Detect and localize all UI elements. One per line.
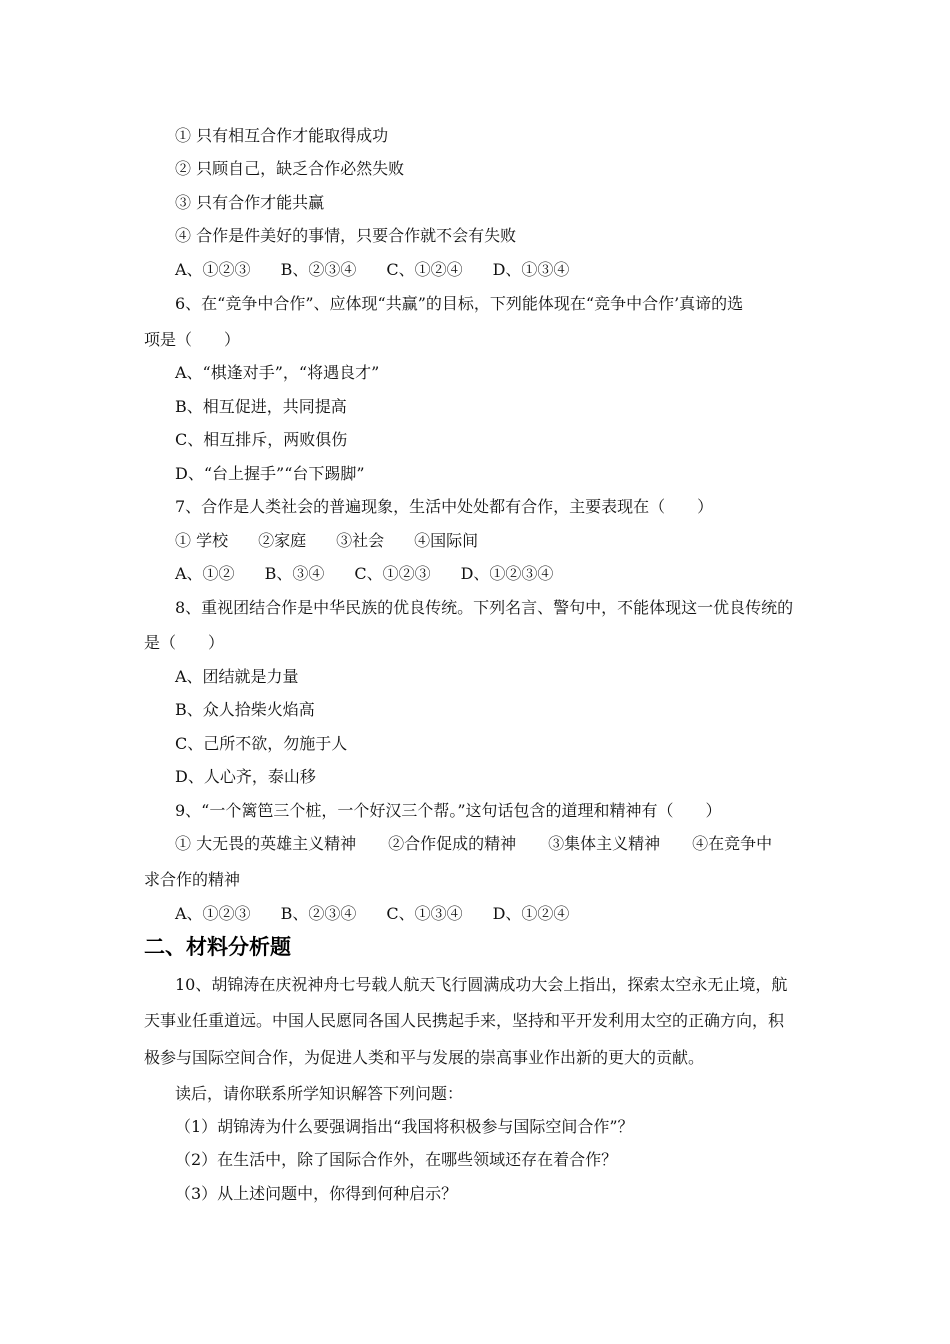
q10-subquestion-2: （2）在生活中，除了国际合作外，在哪些领域还存在着合作？ [175, 1150, 618, 1169]
q5-option-d: D、①③④ [492, 260, 570, 279]
q10-paragraph-line-2: 天事业任重道远。中国人民愿同各国人民携起手来，坚持和平开发利用太空的正确方向，积 [144, 1011, 785, 1030]
q5-statement-3: ③ 只有合作才能共赢 [175, 193, 325, 212]
q6-option-b: B、相互促进，共同提高 [175, 397, 347, 416]
q5-options [175, 260, 569, 280]
q7-options [175, 564, 553, 584]
q5-option-b: B、②③④ [280, 260, 357, 279]
q6-stem-line-1: 6、在“竞争中合作”、应体现“共赢”的目标，下列能体现在“竞争中合作’真谛的选 [175, 294, 744, 313]
q10-paragraph-line-3: 极参与国际空间合作，为促进人类和平与发展的崇高事业作出新的更大的贡献。 [144, 1048, 705, 1067]
q6-stem-line-2: 项是（ ） [144, 330, 241, 349]
q5-option-a: A、①②③ [175, 260, 251, 279]
q7-item-1: ① 学校 [175, 531, 229, 550]
section-heading: 二、材料分析题 [144, 935, 291, 959]
q10-subquestion-3: （3）从上述问题中，你得到何种启示？ [175, 1184, 458, 1203]
q5-statement-1: ① 只有相互合作才能取得成功 [175, 126, 389, 145]
q10-subquestion-1: （1）胡锦涛为什么要强调指出“我国将积极参与国际空间合作”？ [175, 1117, 634, 1136]
q7-items [175, 531, 478, 551]
q10-prompt: 读后，请你联系所学知识解答下列问题： [175, 1084, 464, 1103]
q8-stem-line-1: 8、重视团结合作是中华民族的优良传统。下列名言、警句中，不能体现这一优良传统的 [175, 598, 794, 617]
q9-option-a: A、①②③ [175, 904, 251, 923]
q9-option-b: B、②③④ [280, 904, 357, 923]
q7-stem: 7、合作是人类社会的普遍现象，生活中处处都有合作，主要表现在（ ） [175, 497, 714, 516]
q9-options [175, 904, 569, 924]
q7-item-3: ③社会 [336, 531, 385, 550]
q5-statement-4: ④ 合作是件美好的事情，只要合作就不会有失败 [175, 226, 517, 245]
q9-items-line-1: ① 大无畏的英雄主义精神 ②合作促成的精神 ③集体主义精神 ④在竞争中 [175, 834, 773, 853]
q7-option-d: D、①②③④ [460, 564, 554, 583]
q9-stem: 9、“一个篱笆三个桩，一个好汉三个帮。”这句话包含的道理和精神有（ ） [175, 801, 722, 820]
q9-items-line-2: 求合作的精神 [144, 870, 241, 889]
q6-option-a: A、“棋逢对手”，“将遇良才” [175, 363, 380, 382]
q8-option-a: A、团结就是力量 [175, 667, 299, 686]
q5-statement-2: ② 只顾自己，缺乏合作必然失败 [175, 159, 405, 178]
q8-option-d: D、人心齐，泰山移 [175, 767, 316, 786]
q7-item-2: ②家庭 [258, 531, 307, 550]
q8-option-c: C、己所不欲，勿施于人 [175, 734, 348, 753]
q7-item-4: ④国际间 [414, 531, 479, 550]
q7-option-c: C、①②③ [354, 564, 431, 583]
q5-option-c: C、①②④ [386, 260, 463, 279]
q9-option-c: C、①③④ [386, 904, 463, 923]
q8-stem-line-2: 是（ ） [144, 633, 225, 652]
q7-option-b: B、③④ [264, 564, 325, 583]
q9-option-d: D、①②④ [492, 904, 570, 923]
q8-option-b: B、众人拾柴火焰高 [175, 700, 315, 719]
q10-paragraph-line-1: 10、胡锦涛在庆祝神舟七号载人航天飞行圆满成功大会上指出，探索太空永无止境，航 [175, 975, 788, 994]
q6-option-c: C、相互排斥，两败俱伤 [175, 430, 348, 449]
q6-option-d: D、“台上握手”“台下踢脚” [175, 464, 365, 483]
q7-option-a: A、①② [175, 564, 235, 583]
